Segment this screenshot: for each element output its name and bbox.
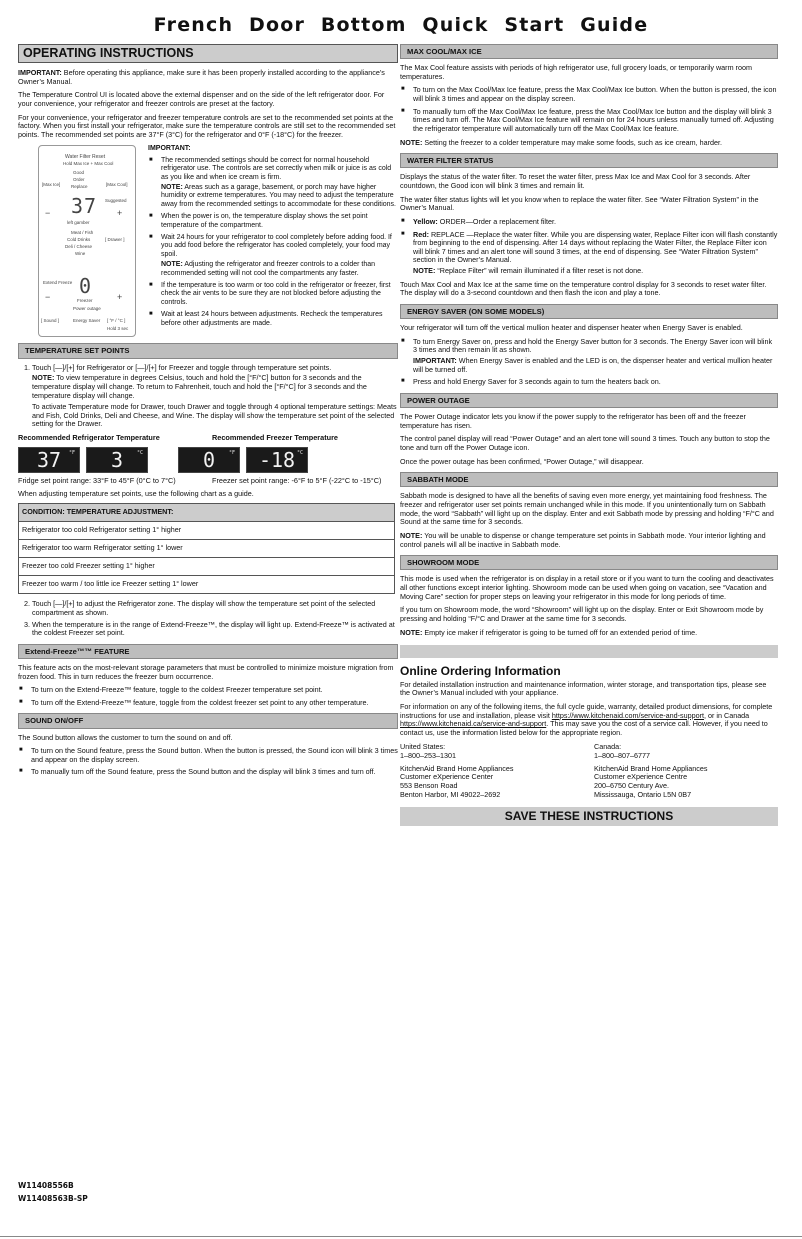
freezer-range: Freezer set point range: -6°F to 5°F (-22°C to -15°C) [212, 475, 382, 485]
energy-p: Your refrigerator will turn off the vertical mullion heater and dispenser heater when Energy Saver is enabled. [400, 323, 743, 333]
filter-p1: Displays the status of the water filter. To reset the water filter, press Max Ice and Max Cool for 3 seconds. After countdown, the Good icon will blink 3 times and remain lit. [400, 172, 751, 190]
us-support-link[interactable]: https://www.kitchenaid.com/service-and-support [551, 710, 705, 720]
extend-p: This feature acts on the most-relevant storage parameters that must be controlled to minimize moisture migration from frozen food. This in turn reduces the freezer burn occurrence. [18, 662, 394, 681]
sound-b1: ■ To turn on the Sound feature, press the Sound button. When the button is pressed, the Sound icon will blink 3 times and appear on the display screen. [31, 747, 398, 764]
sound-button[interactable]: [ Sound ] [41, 318, 60, 324]
freezer-c-display: -18 °C [246, 447, 308, 473]
energy-b1: ■ To turn Energy Saver on, press and hold the Energy Saver button for 3 seconds. The Energy Saver icon will blink 3 times and then remain lit as shown. IMPORTANT: When Energy Saver is enabled and the LED is on, the dispenser heater and vertical mullion heater will be turned off. [413, 338, 778, 375]
temperature-displays [18, 447, 398, 473]
online-heading: Online Ordering Information [400, 664, 561, 679]
operating-important: IMPORTANT: Before operating this appliance, make sure it has been properly installed according to the appliance’s Owner’s Manual. [18, 68, 385, 86]
filter-p3: Touch Max Cool and Max Ice at the same time on the temperature control display for 3 seconds to reset water filter. The display will do a 3-second countdown and then flash the icon and play a tone. [400, 279, 767, 298]
maxcool-b1: ■ To turn on the Max Cool/Max Ice feature, press the Max Cool/Max Ice button. When the button is pressed, the icon will blink 3 times and appear on the display screen. [413, 86, 778, 103]
energy-heading: ENERGY SAVER (ON SOME MODELS) [400, 304, 778, 319]
extend-freeze-label: Extend Freeze [43, 280, 73, 286]
table-row: Freezer too cold Freezer setting 1° higher [19, 558, 395, 576]
fridge-f-display: 37 °F [18, 447, 80, 473]
panel-and-important [18, 145, 398, 337]
important-title: IMPORTANT: [148, 145, 191, 153]
replace-label: Replace [71, 184, 88, 190]
deli-label: Deli / Cheese [65, 244, 93, 250]
filter-red: ■ Red: REPLACE —Replace the water filter. While you are dispensing water, Replace Filter icon will flash constantly from beginning to the end of dispensing. After 14 days without replacing the Water Filter, the Replace Filter icon will blink 7 times and an alert tone will sound 3 times, at the end of dispensing. See “Water Filtration System” section in the Owner’s Manual. NOTE: “Replace Filter” will remain illuminated if a filter reset is not done. [413, 231, 778, 276]
power-outage-label: Power outage [73, 306, 101, 312]
suggested-label: Suggested [105, 198, 127, 204]
hold-3-sec-label: Hold 3 sec [107, 326, 129, 332]
fridge-range: Fridge set point range: 33°F to 45°F (0°C to 7°C) [18, 475, 176, 485]
ca-support-link[interactable]: https://www.kitchenaid.ca/service-and-support [400, 719, 547, 729]
setpoints-step2: 2. Touch [—]/[+] to adjust the Refrigerator zone. The display will show the temperature set point of the selected compartment as shown. [32, 600, 398, 617]
showroom-p1: This mode is used when the refrigerator is on display in a retail store or if you want to turn the cooling and deactivates all other functions except interior lighting. Showroom mode can be used when going on vacation, see “Vacation and Moving Care” section for proper steps on leaving your refrigerator in this mode for long periods of time. [400, 574, 774, 601]
drawer-button[interactable]: [ Drawer ] [105, 237, 125, 243]
table-header: CONDITION: TEMPERATURE ADJUSTMENT: [19, 504, 395, 522]
power-heading: POWER OUTAGE [400, 393, 778, 408]
online-p2: For information on any of the following items, the full cycle guide, warranty, detailed product dimensions, for complete instructions for use and installation, please visit https://www.kitchenaid.com/service-and-support, or in Canada https://www.kitchenaid.ca/service-and-support. This may save you the cost of a service call. However, if you need to contact us, use the information listed below for the appropriate region. [400, 701, 773, 737]
good-label: Good [73, 170, 85, 176]
sound-p: The Sound button allows the customer to turn the sound on and off. [18, 732, 233, 742]
rec-fridge-label: Recommended Refrigerator Temperature [18, 433, 160, 443]
extend-heading: Extend-Freeze™™ FEATURE [18, 644, 398, 659]
control-panel-diagram [38, 145, 136, 337]
filter-p2: The water filter status lights will let you know when to replace the water filter. See “Water Filtration System” in the Owner’s Manual. [400, 194, 759, 213]
footer-codes [18, 1180, 88, 1206]
footer-code-2: W11408563B-SP [18, 1193, 88, 1203]
showroom-note: NOTE: Empty ice maker if refrigerator is going to be turned off for an extended period of time. [400, 627, 698, 637]
divider-bar [400, 645, 778, 658]
save-instructions: SAVE THESE INSTRUCTIONS [400, 807, 778, 825]
fridge-plus-button[interactable]: + [117, 208, 123, 219]
important-b1: ■ The recommended settings should be correct for normal household refrigerator use. The controls are set correctly when milk or juice is as cold as you like and when ice cream is firm. NOTE: Areas such as a garage, basement, or porch may have higher humidity or extreme temperatures. You may need to adjust the temperature away from the recommended settings to accommodate for these conditions. [161, 157, 398, 209]
energy-b2: ■ Press and hold Energy Saver for 3 seconds again to turn the heaters back on. [413, 378, 778, 387]
footer-code-1: W11408556B [18, 1181, 74, 1190]
rec-freezer-label: Recommended Freezer Temperature [212, 433, 338, 443]
contact-info [400, 743, 778, 799]
sound-heading: SOUND ON/OFF [18, 713, 398, 728]
page-title: French Door Bottom Quick Start Guide [153, 14, 649, 36]
table-row: Refrigerator too cold Refrigerator setting 1° higher [19, 522, 395, 540]
freezer-temp-display: 0 [79, 274, 93, 299]
fridge-minus-button[interactable]: − [45, 208, 51, 219]
important-box [148, 145, 398, 337]
operating-heading: OPERATING INSTRUCTIONS [18, 44, 398, 63]
us-contact: United States: 1–800–253–1301 KitchenAid Brand Home Appliances Customer eXperience Center 553 Benson Road Benton Harbor, MI 49022–2692 [400, 742, 514, 799]
setpoints-heading: TEMPERATURE SET POINTS [18, 343, 398, 358]
right-column [400, 44, 778, 826]
important-b5: ■ Wait at least 24 hours between adjustments. Recheck the temperatures before other adjustments are made. [161, 311, 398, 328]
left-column [18, 44, 398, 782]
wine-label: Wine [75, 251, 86, 257]
table-row: Freezer too warm / too little ice Freezer setting 1° lower [19, 576, 395, 594]
hold-label: Hold Max Ice + Max Cool [63, 161, 114, 167]
freezer-minus-button[interactable]: − [45, 292, 51, 303]
freezer-plus-button[interactable]: + [117, 292, 123, 303]
setpoints-step1: 1. Touch [—]/[+] for Refrigerator or [—]/[+] for Freezer and toggle through temperature set points. NOTE: To view temperature in degrees Celsius, touch and hold the [°F/°C] button for 3 seconds and the temperature display will change. To return to Fahrenheit, touch and hold the [°F/°C] for 3 seconds and the temperature display will change. To activate Temperature mode for Drawer, touch Drawer and toggle through 4 optional temperature settings: Meats and Fish, Cold Drinks, Deli and Cheese, and Wine. The display will show the temperature set point of the selected setting for the Drawer. [32, 364, 398, 429]
sound-b2: ■ To manually turn off the Sound feature, press the Sound button and the display will blink 3 times and turn off. [31, 768, 398, 777]
range-labels [18, 477, 398, 486]
maxcool-p: The Max Cool feature assists with periods of high refrigerator use, full grocery loads, or temporarily warm room temperatures. [400, 63, 752, 81]
maxcool-note: NOTE: Setting the freezer to a colder temperature may make some foods, such as ice cream, harder. [400, 137, 722, 147]
table-row: Refrigerator too warm Refrigerator setting 1° lower [19, 540, 395, 558]
freezer-f-display: 0 °F [178, 447, 240, 473]
important-b3: ■ Wait 24 hours for your refrigerator to cool completely before adding food. If you add food before the refrigerator has cooled completely, your food may spoil. NOTE: Adjusting the refrigerator and freezer controls to a colder than recommended setting will not cool the compartments any faster. [161, 234, 398, 278]
filter-yellow: ■ Yellow: ORDER—Order a replacement filter. [413, 218, 778, 227]
operating-p1: The Temperature Control UI is located above the external dispenser and on the side of the left refrigerator door. For your convenience, your refrigerator and freezer controls are preset at the factory. [18, 90, 385, 108]
fridge-temp-display: 37 [71, 194, 98, 219]
power-p3: Once the power outage has been confirmed, “Power Outage,” will disappear. [400, 456, 644, 466]
compartment-label: left gamber [67, 220, 90, 226]
important-b4: ■ If the temperature is too warm or too cold in the refrigerator or freezer, first check the air vents to be sure they are not blocked before adjusting the controls. [161, 282, 398, 307]
important-b2: ■ When the power is on, the temperature display shows the set point temperature of the compartment. [161, 213, 398, 230]
filter-reset-label: Water Filter Reset [65, 154, 106, 161]
ca-contact: Canada: 1–800–807–6777 KitchenAid Brand Home Appliances Customer eXperience Centre 200–6750 Century Ave. Mississauga, Ontario L5N 0B7 [594, 742, 708, 799]
online-p1: For detailed installation instruction and maintenance information, winter storage, and transportation tips, please see the Owner’s Manual included with your appliance. [400, 679, 767, 698]
freezer-label: Freezer [77, 298, 93, 304]
extend-b2: ■ To turn off the Extend-Freeze™ feature, toggle from the coldest freezer set point to any other temperature. [31, 699, 398, 708]
operating-p2: For your convenience, your refrigerator and freezer temperature controls are set to the recommended set points at the factory. When you first install your refrigerator, make sure the temperature controls are still set to the recommended set points. The recommended set points are 37°F (3°C) for the refrigerator and 0°F (-18°C) for the freezer. [18, 112, 396, 139]
recommended-labels [18, 434, 398, 443]
meats-label: Meat / Fish [71, 230, 94, 236]
fridge-c-display: 3 °C [86, 447, 148, 473]
max-cool-button[interactable]: [Max Cool] [106, 182, 128, 188]
max-ice-button[interactable]: [Max Ice] [42, 182, 61, 188]
showroom-heading: SHOWROOM MODE [400, 555, 778, 570]
showroom-p2: If you turn on Showroom mode, the word “Showroom” will light up on the display. Enter or Exit Showroom mode by pressing and holding “F/°C and Drawer at the same time for 3 seconds. [400, 605, 764, 623]
filter-heading: WATER FILTER STATUS [400, 153, 778, 168]
maxcool-b2: ■ To manually turn off the Max Cool/Max Ice feature, press the Max Cool/Max Ice button and the display will blink 3 times and turn off. The Max Cool/Max Ice feature will remain on for 24 hours unless manually turned off. Adjusting the refrigerator temperature will automatically turn off the Max Cool/Max Ice feature. [413, 108, 778, 134]
chart-intro: When adjusting temperature set points, use the following chart as a guide. [18, 488, 254, 498]
cold-drinks-label: Cold Drinks [67, 237, 91, 243]
sabbath-heading: SABBATH MODE [400, 472, 778, 487]
unit-toggle-button[interactable]: [ °F / °C ] [107, 318, 126, 324]
power-p1: The Power Outage indicator lets you know if the power supply to the refrigerator has been off and the freezer temperature has risen. [400, 412, 746, 430]
extend-b1: ■ To turn on the Extend-Freeze™ feature, toggle to the coldest Freezer temperature set point. [31, 686, 398, 695]
order-label: Order [73, 177, 85, 183]
bottom-rule [0, 1236, 802, 1237]
power-p2: The control panel display will read “Power Outage” and an alert tone will sound 3 times. Touch any button to stop the tone and turn off the Power Outage icon. [400, 434, 770, 453]
adjustment-table [18, 503, 395, 594]
sabbath-p: Sabbath mode is designed to have all the benefits of saving even more energy, yet maintaining food freshness. The freezer and refrigerator user set points remain unchanged while in this mode. If you unintentionally turn on Sabbath mode, the word “Sabbath” will light up on the display. Enter and exit Sabbath mode by pressing and holding “F/°C and Sound at the same time for 3 seconds. [400, 491, 774, 527]
maxcool-heading: MAX COOL/MAX ICE [400, 44, 778, 59]
setpoints-step3: 3. When the temperature is in the range of Extend-Freeze™, the display will light up. Extend-Freeze™ is activated at the coldest Freezer set point. [32, 621, 398, 638]
sabbath-note: NOTE: You will be unable to dispense or change temperature set points in Sabbath mode. Your interior lighting and control panels will all be inactive in Sabbath mode. [400, 530, 766, 549]
energy-saver-button[interactable]: Energy Saver [73, 318, 101, 324]
